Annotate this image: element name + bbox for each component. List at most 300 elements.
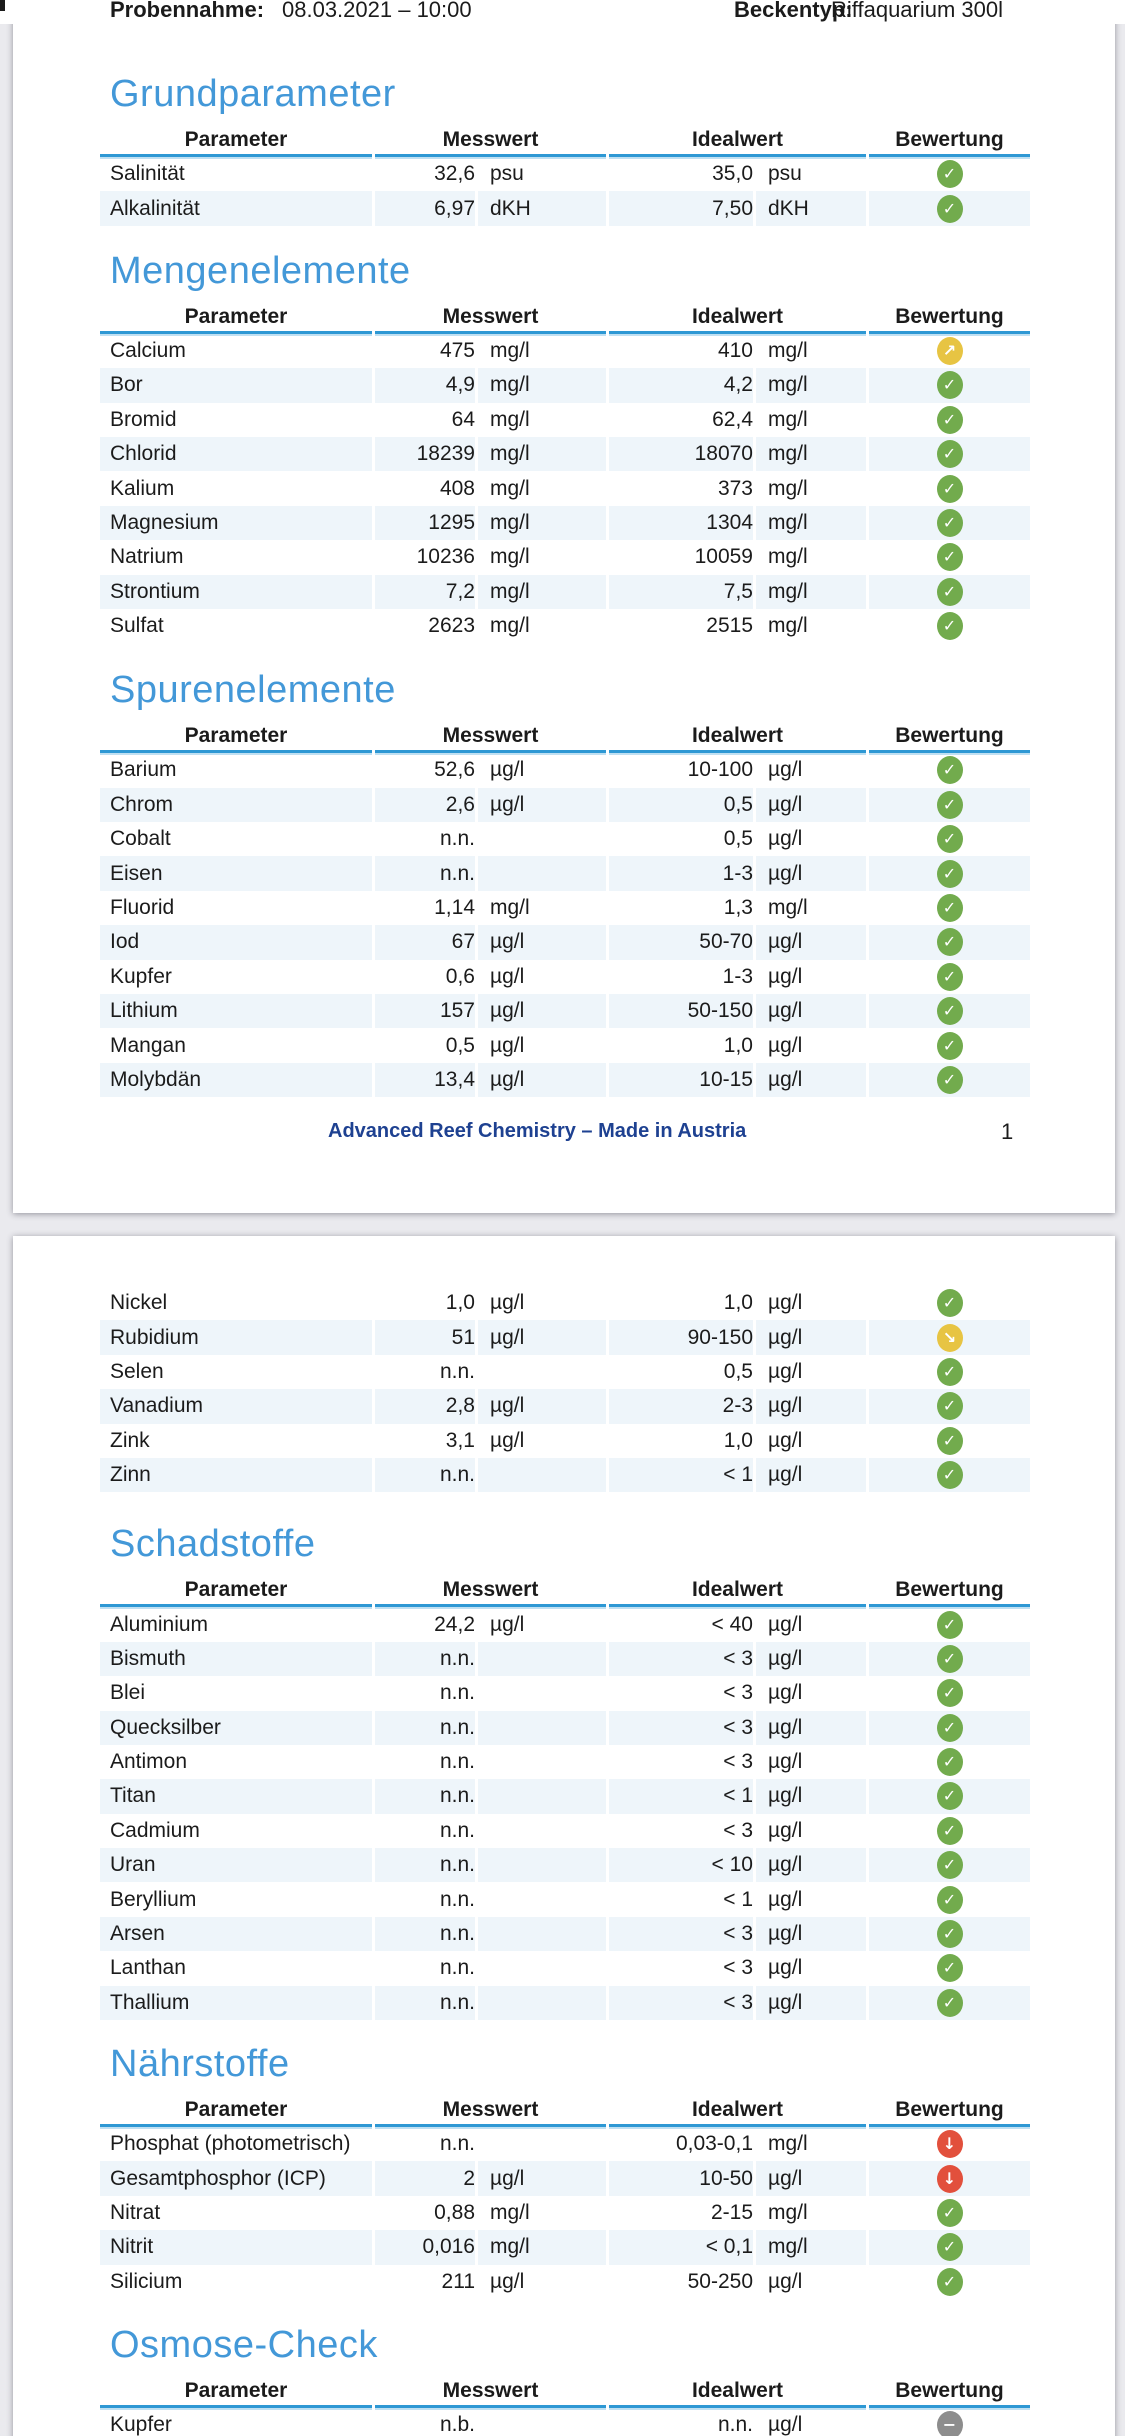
bewertung-cell xyxy=(869,1676,1030,1710)
bewertung-cell xyxy=(869,891,1030,925)
column-header-messwert: Messwert xyxy=(375,127,606,157)
idealwert-value-cell: 2-15 xyxy=(710,2201,753,2224)
table-row xyxy=(100,1779,1030,1813)
arrow-down-circle-icon: ↓ xyxy=(937,2130,963,2158)
table-row xyxy=(100,1986,1030,2020)
messwert-value-cell: 211 xyxy=(441,2269,475,2293)
idealwert-value-cell: 0,03-0,1 xyxy=(675,2132,753,2156)
check-circle-icon: ✓ xyxy=(937,928,963,956)
messwert-value-cell: 1295 xyxy=(375,506,475,540)
messwert-value-cell: 52,6 xyxy=(434,758,475,782)
section-title: Grundparameter xyxy=(110,73,396,115)
table-header-row xyxy=(100,1577,1030,1607)
bewertung-cell xyxy=(869,1458,1030,1492)
column-header-messwert: Messwert xyxy=(375,723,606,753)
messwert-unit-cell xyxy=(478,1745,606,1779)
page-1-content xyxy=(13,0,1115,1097)
messwert-unit-cell: µg/l xyxy=(490,1612,525,1636)
viewer-background-corner xyxy=(1115,0,1125,24)
check-circle-icon: ✓ xyxy=(937,1954,963,1982)
table-row xyxy=(100,368,1030,402)
section-mengenelemente xyxy=(100,249,1030,644)
page-number: 1 xyxy=(1001,1119,1014,1144)
table-row xyxy=(100,1458,1030,1492)
parameter-name-cell: Quecksilber xyxy=(100,1711,372,1745)
table-header-row xyxy=(100,723,1030,753)
idealwert-value-cell: 7,50 xyxy=(609,191,753,225)
table-row xyxy=(100,1063,1030,1097)
section-schadstoffe xyxy=(100,1522,1030,2020)
bewertung-cell xyxy=(869,1848,1030,1882)
check-circle-icon: ✓ xyxy=(937,1645,963,1673)
parameter-name-cell: Antimon xyxy=(110,1750,188,1774)
table-row xyxy=(100,1028,1030,1062)
minus-circle-icon: − xyxy=(937,2411,963,2436)
messwert-unit-cell: mg/l xyxy=(490,407,530,431)
column-header-messwert: Messwert xyxy=(375,304,606,334)
idealwert-value-cell: 50-70 xyxy=(609,925,753,959)
idealwert-value-cell: 10-100 xyxy=(687,758,753,782)
check-circle-icon: ✓ xyxy=(937,1886,963,1914)
idealwert-value-cell: < 10 xyxy=(609,1848,753,1882)
parameter-name-cell: Calcium xyxy=(110,338,186,362)
messwert-unit-cell xyxy=(478,1986,606,2020)
messwert-value-cell: 10236 xyxy=(416,545,475,569)
table-row xyxy=(100,334,1030,368)
table-row xyxy=(100,2127,1030,2161)
messwert-unit-cell xyxy=(478,1814,606,1848)
messwert-unit-cell: mg/l xyxy=(490,338,530,362)
idealwert-unit-cell: µg/l xyxy=(768,1681,803,1705)
bewertung-cell xyxy=(869,822,1030,856)
bewertung-cell xyxy=(869,2127,1030,2161)
table-row xyxy=(100,1814,1030,1848)
parameter-name-cell: Strontium xyxy=(100,575,372,609)
idealwert-unit-cell: mg/l xyxy=(756,2230,866,2264)
bewertung-cell xyxy=(869,1779,1030,1813)
check-circle-icon: ✓ xyxy=(937,1611,963,1639)
check-circle-icon: ✓ xyxy=(937,1679,963,1707)
table-row xyxy=(100,403,1030,437)
column-header-parameter: Parameter xyxy=(100,723,372,753)
messwert-unit-cell xyxy=(478,822,606,856)
messwert-unit-cell: mg/l xyxy=(490,2201,530,2224)
idealwert-value-cell: 0,5 xyxy=(723,1359,753,1383)
messwert-unit-cell: mg/l xyxy=(478,368,606,402)
messwert-value-cell: 32,6 xyxy=(434,162,475,186)
check-circle-icon: ✓ xyxy=(937,1817,963,1845)
idealwert-value-cell: 62,4 xyxy=(712,407,753,431)
idealwert-value-cell: < 1 xyxy=(723,1887,753,1911)
bewertung-cell xyxy=(869,1286,1030,1320)
table-row xyxy=(100,540,1030,574)
section-title: Mengenelemente xyxy=(110,249,411,292)
column-header-idealwert: Idealwert xyxy=(609,127,866,157)
check-circle-icon: ✓ xyxy=(937,406,963,434)
bewertung-cell xyxy=(869,788,1030,822)
messwert-value-cell: n.n. xyxy=(439,1818,475,1842)
idealwert-unit-cell: mg/l xyxy=(768,476,808,500)
messwert-unit-cell: µg/l xyxy=(478,1389,606,1423)
idealwert-value-cell: 4,2 xyxy=(609,368,753,402)
bewertung-cell xyxy=(869,1028,1030,1062)
idealwert-unit-cell: µg/l xyxy=(768,1359,803,1383)
parameter-name-cell: Bromid xyxy=(110,407,177,431)
messwert-unit-cell: µg/l xyxy=(478,788,606,822)
parameter-name-cell: Nitrit xyxy=(100,2230,372,2264)
check-circle-icon: ✓ xyxy=(937,509,963,537)
messwert-unit-cell: µg/l xyxy=(490,1428,525,1452)
idealwert-value-cell: < 1 xyxy=(609,1458,753,1492)
table-row xyxy=(100,1607,1030,1641)
table-header-row xyxy=(100,2378,1030,2408)
table-row xyxy=(100,1917,1030,1951)
idealwert-unit-cell: µg/l xyxy=(768,1033,803,1057)
bewertung-cell xyxy=(869,1063,1030,1097)
idealwert-unit-cell: µg/l xyxy=(756,1642,866,1676)
idealwert-value-cell: 18070 xyxy=(609,437,753,471)
parameter-name-cell: Alkalinität xyxy=(100,191,372,225)
table-row xyxy=(100,925,1030,959)
messwert-value-cell: 18239 xyxy=(375,437,475,471)
table-row xyxy=(100,1711,1030,1745)
idealwert-unit-cell: µg/l xyxy=(756,1986,866,2020)
parameter-name-cell: Lanthan xyxy=(110,1956,186,1980)
table-row xyxy=(100,856,1030,890)
column-header-bewertung: Bewertung xyxy=(869,127,1030,157)
messwert-unit-cell: µg/l xyxy=(478,925,606,959)
idealwert-unit-cell: µg/l xyxy=(756,1320,866,1354)
idealwert-unit-cell: µg/l xyxy=(768,827,803,851)
arrow-down-right-circle-icon: ↘ xyxy=(937,1324,963,1352)
idealwert-unit-cell: µg/l xyxy=(768,1887,803,1911)
messwert-value-cell: n.n. xyxy=(375,1986,475,2020)
messwert-unit-cell: µg/l xyxy=(490,964,525,988)
check-circle-icon: ✓ xyxy=(937,612,963,640)
idealwert-value-cell: 0,5 xyxy=(723,827,753,851)
idealwert-unit-cell: µg/l xyxy=(768,1428,803,1452)
crop-artifact-mark xyxy=(0,0,5,11)
idealwert-value-cell: 1,3 xyxy=(723,896,753,920)
parameter-name-cell: Natrium xyxy=(110,545,184,569)
table-row xyxy=(100,1286,1030,1320)
messwert-value-cell: n.n. xyxy=(375,1458,475,1492)
table-row xyxy=(100,891,1030,925)
messwert-value-cell: 408 xyxy=(439,476,475,500)
idealwert-unit-cell: µg/l xyxy=(768,1956,803,1980)
bewertung-cell xyxy=(869,1642,1030,1676)
section-osmose-check xyxy=(100,2323,1030,2436)
table-header-row xyxy=(100,127,1030,157)
parameter-name-cell: Kalium xyxy=(110,476,175,500)
table-row xyxy=(100,471,1030,505)
section-spurenelemente-continued xyxy=(100,1286,1030,1492)
table-row xyxy=(100,1424,1030,1458)
messwert-value-cell: 0,6 xyxy=(445,964,475,988)
messwert-value-cell: 2,8 xyxy=(375,1389,475,1423)
messwert-unit-cell: mg/l xyxy=(478,506,606,540)
parameter-name-cell: Mangan xyxy=(110,1033,186,1057)
column-header-idealwert: Idealwert xyxy=(609,723,866,753)
idealwert-value-cell: < 3 xyxy=(723,1818,753,1842)
probennahme-value: 08.03.2021 – 10:00 xyxy=(282,0,472,22)
parameter-name-cell: Chrom xyxy=(100,788,372,822)
section-spurenelemente xyxy=(100,668,1030,1097)
column-header-idealwert: Idealwert xyxy=(609,2378,866,2408)
messwert-unit-cell: µg/l xyxy=(490,1291,525,1315)
bewertung-cell xyxy=(869,437,1030,471)
check-circle-icon: ✓ xyxy=(937,578,963,606)
bewertung-cell xyxy=(869,368,1030,402)
idealwert-unit-cell: µg/l xyxy=(768,2269,803,2293)
messwert-unit-cell: mg/l xyxy=(478,437,606,471)
arrow-down-circle-icon: ↓ xyxy=(937,2165,963,2193)
idealwert-value-cell: < 3 xyxy=(723,1750,753,1774)
parameter-name-cell: Magnesium xyxy=(100,506,372,540)
idealwert-unit-cell: µg/l xyxy=(756,1711,866,1745)
bewertung-cell xyxy=(869,540,1030,574)
table-header-row xyxy=(100,2097,1030,2127)
check-circle-icon: ✓ xyxy=(937,1748,963,1776)
bewertung-cell xyxy=(869,1607,1030,1641)
parameter-name-cell: Eisen xyxy=(100,856,372,890)
idealwert-value-cell: 1304 xyxy=(609,506,753,540)
parameter-name-cell: Fluorid xyxy=(110,896,175,920)
column-header-idealwert: Idealwert xyxy=(609,1577,866,1607)
section-title: Nährstoffe xyxy=(110,2043,290,2086)
idealwert-unit-cell: µg/l xyxy=(756,1779,866,1813)
idealwert-unit-cell: µg/l xyxy=(756,856,866,890)
check-circle-icon: ✓ xyxy=(937,997,963,1025)
column-header-messwert: Messwert xyxy=(375,1577,606,1607)
idealwert-value-cell: 1,0 xyxy=(723,1033,753,1057)
check-circle-icon: ✓ xyxy=(937,1392,963,1420)
parameter-name-cell: Lithium xyxy=(100,994,372,1028)
messwert-unit-cell: mg/l xyxy=(478,575,606,609)
parameter-name-cell: Thallium xyxy=(100,1986,372,2020)
idealwert-value-cell: 1-3 xyxy=(722,964,753,988)
messwert-value-cell: n.n. xyxy=(439,2132,475,2156)
messwert-value-cell: 64 xyxy=(451,407,475,431)
section-title: Schadstoffe xyxy=(110,1523,316,1566)
messwert-unit-cell xyxy=(478,1951,606,1985)
check-circle-icon: ✓ xyxy=(937,371,963,399)
bewertung-cell xyxy=(869,191,1030,225)
idealwert-value-cell: 10-50 xyxy=(609,2161,753,2195)
idealwert-value-cell: < 3 xyxy=(723,1956,753,1980)
column-header-idealwert: Idealwert xyxy=(609,2097,866,2127)
table-row xyxy=(100,1642,1030,1676)
messwert-value-cell: 1,14 xyxy=(434,896,475,920)
table-row xyxy=(100,1882,1030,1916)
check-circle-icon: ✓ xyxy=(937,475,963,503)
table-row xyxy=(100,1355,1030,1389)
messwert-value-cell: n.n. xyxy=(439,1956,475,1980)
messwert-unit-cell: dKH xyxy=(478,191,606,225)
bewertung-cell xyxy=(869,1745,1030,1779)
idealwert-unit-cell: mg/l xyxy=(768,896,808,920)
column-header-idealwert: Idealwert xyxy=(609,304,866,334)
messwert-value-cell: 13,4 xyxy=(375,1063,475,1097)
table-header-row xyxy=(100,304,1030,334)
table-row xyxy=(100,1745,1030,1779)
bewertung-cell xyxy=(869,575,1030,609)
messwert-value-cell: n.n. xyxy=(375,1779,475,1813)
parameter-name-cell: Nitrat xyxy=(110,2201,161,2224)
check-circle-icon: ✓ xyxy=(937,1461,963,1489)
bewertung-cell xyxy=(869,1355,1030,1389)
table-row xyxy=(100,1676,1030,1710)
bewertung-cell xyxy=(869,1320,1030,1354)
bewertung-cell xyxy=(869,403,1030,437)
idealwert-unit-cell: µg/l xyxy=(756,994,866,1028)
parameter-name-cell: Phosphat (photometrisch) xyxy=(110,2132,351,2156)
idealwert-unit-cell: mg/l xyxy=(756,368,866,402)
messwert-value-cell: 475 xyxy=(439,338,475,362)
idealwert-unit-cell: µg/l xyxy=(756,788,866,822)
column-header-bewertung: Bewertung xyxy=(869,304,1030,334)
bewertung-cell xyxy=(869,2265,1030,2299)
table-row xyxy=(100,2161,1030,2195)
parameter-name-cell: Zinn xyxy=(100,1458,372,1492)
idealwert-value-cell: < 40 xyxy=(711,1612,753,1636)
idealwert-value-cell: < 3 xyxy=(609,1642,753,1676)
parameter-name-cell: Kupfer xyxy=(110,2413,172,2436)
messwert-unit-cell xyxy=(478,1917,606,1951)
check-circle-icon: ✓ xyxy=(937,825,963,853)
parameter-table xyxy=(100,1286,1030,1492)
check-circle-icon: ✓ xyxy=(937,195,963,223)
idealwert-unit-cell: mg/l xyxy=(768,2132,808,2156)
messwert-value-cell: n.b. xyxy=(439,2413,475,2436)
bewertung-cell xyxy=(869,2408,1030,2436)
column-header-parameter: Parameter xyxy=(100,1577,372,1607)
parameter-table xyxy=(100,1577,1030,2020)
column-header-bewertung: Bewertung xyxy=(869,723,1030,753)
check-circle-icon: ✓ xyxy=(937,1851,963,1879)
messwert-value-cell: n.n. xyxy=(439,827,475,851)
parameter-table xyxy=(100,304,1030,644)
parameter-name-cell: Silicium xyxy=(110,2269,183,2293)
messwert-unit-cell: µg/l xyxy=(490,758,525,782)
messwert-value-cell: 0,016 xyxy=(375,2230,475,2264)
messwert-unit-cell xyxy=(478,1779,606,1813)
check-circle-icon: ✓ xyxy=(937,1714,963,1742)
messwert-unit-cell xyxy=(478,2408,606,2436)
parameter-name-cell: Cobalt xyxy=(110,827,171,851)
column-header-messwert: Messwert xyxy=(375,2378,606,2408)
messwert-value-cell: 7,2 xyxy=(375,575,475,609)
check-circle-icon: ✓ xyxy=(937,2233,963,2261)
parameter-name-cell: Sulfat xyxy=(110,614,164,638)
idealwert-value-cell: 35,0 xyxy=(712,162,753,186)
table-row xyxy=(100,2196,1030,2230)
parameter-name-cell: Beryllium xyxy=(110,1887,197,1911)
bewertung-cell xyxy=(869,2196,1030,2230)
idealwert-unit-cell: µg/l xyxy=(768,758,803,782)
messwert-unit-cell xyxy=(478,856,606,890)
messwert-unit-cell: µg/l xyxy=(490,2269,525,2293)
table-row xyxy=(100,506,1030,540)
bewertung-cell xyxy=(869,925,1030,959)
check-circle-icon: ✓ xyxy=(937,440,963,468)
idealwert-unit-cell: µg/l xyxy=(768,2413,803,2436)
messwert-unit-cell: mg/l xyxy=(490,476,530,500)
messwert-value-cell: n.n. xyxy=(439,1887,475,1911)
parameter-name-cell: Aluminium xyxy=(110,1612,209,1636)
idealwert-value-cell: < 3 xyxy=(609,1986,753,2020)
parameter-table xyxy=(100,127,1030,226)
parameter-name-cell: Nickel xyxy=(110,1291,168,1315)
messwert-unit-cell: mg/l xyxy=(490,614,530,638)
idealwert-unit-cell: mg/l xyxy=(768,2201,808,2224)
parameter-name-cell: Chlorid xyxy=(100,437,372,471)
messwert-unit-cell xyxy=(478,1642,606,1676)
table-row xyxy=(100,1389,1030,1423)
table-row xyxy=(100,575,1030,609)
idealwert-unit-cell: µg/l xyxy=(768,1612,803,1636)
table-row xyxy=(100,2408,1030,2436)
idealwert-value-cell: 7,5 xyxy=(609,575,753,609)
check-circle-icon: ✓ xyxy=(937,1920,963,1948)
idealwert-value-cell: 50-250 xyxy=(687,2269,753,2293)
messwert-value-cell: 1,0 xyxy=(445,1291,475,1315)
table-row xyxy=(100,822,1030,856)
arrow-up-right-circle-icon: ↗ xyxy=(937,337,963,365)
bewertung-cell xyxy=(869,334,1030,368)
idealwert-value-cell: < 0,1 xyxy=(609,2230,753,2264)
check-circle-icon: ✓ xyxy=(937,160,963,188)
idealwert-unit-cell: µg/l xyxy=(756,1917,866,1951)
messwert-value-cell: 2 xyxy=(375,2161,475,2195)
sample-meta-row xyxy=(100,0,1030,27)
parameter-name-cell: Uran xyxy=(100,1848,372,1882)
idealwert-unit-cell: µg/l xyxy=(756,2161,866,2195)
section-grundparameter xyxy=(100,72,1030,226)
parameter-name-cell: Bor xyxy=(100,368,372,402)
report-page-1 xyxy=(13,0,1115,1213)
messwert-unit-cell xyxy=(478,1848,606,1882)
messwert-value-cell: n.n. xyxy=(439,1681,475,1705)
table-row xyxy=(100,609,1030,643)
messwert-unit-cell: µg/l xyxy=(478,1320,606,1354)
parameter-name-cell: Cadmium xyxy=(110,1818,200,1842)
bewertung-cell xyxy=(869,994,1030,1028)
bewertung-cell xyxy=(869,1986,1030,2020)
table-row xyxy=(100,1848,1030,1882)
column-header-bewertung: Bewertung xyxy=(869,2097,1030,2127)
messwert-unit-cell xyxy=(478,1882,606,1916)
parameter-name-cell: Bismuth xyxy=(100,1642,372,1676)
check-circle-icon: ✓ xyxy=(937,1989,963,2017)
beckentyp-label: Beckentyp: xyxy=(734,0,853,22)
section-title: Spurenelemente xyxy=(110,669,396,712)
messwert-value-cell: n.n. xyxy=(375,856,475,890)
check-circle-icon: ✓ xyxy=(937,791,963,819)
parameter-name-cell: Arsen xyxy=(100,1917,372,1951)
parameter-name-cell: Kupfer xyxy=(110,964,172,988)
idealwert-unit-cell: µg/l xyxy=(756,1458,866,1492)
bewertung-cell xyxy=(869,2161,1030,2195)
messwert-unit-cell: mg/l xyxy=(490,545,530,569)
idealwert-value-cell: 1-3 xyxy=(609,856,753,890)
idealwert-value-cell: 2515 xyxy=(706,614,753,638)
table-row xyxy=(100,157,1030,191)
beckentyp-value: Riffaquarium 300l xyxy=(831,0,1004,22)
idealwert-unit-cell: µg/l xyxy=(756,1063,866,1097)
bewertung-cell xyxy=(869,753,1030,787)
check-circle-icon: ✓ xyxy=(937,894,963,922)
